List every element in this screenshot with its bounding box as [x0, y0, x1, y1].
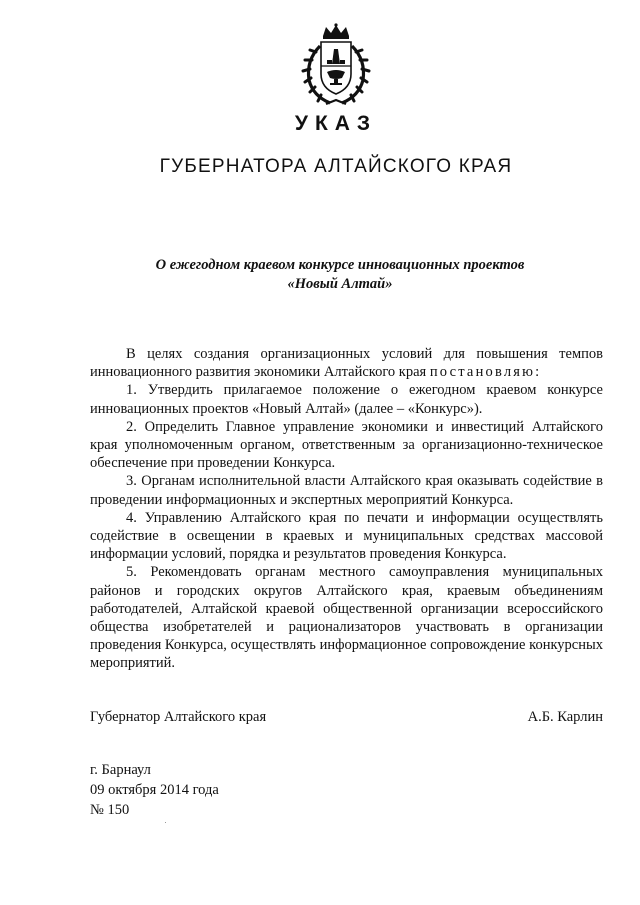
signatory-position: Губернатор Алтайского края	[90, 709, 267, 725]
decree-body	[90, 345, 603, 673]
intro-text: В целях создания организационных условий для повышения темпов инновационного развития экономики Алтайского края	[90, 346, 603, 381]
heading-line-1: О ежегодном краевом конкурсе инновационных проектов	[155, 257, 525, 273]
intro-end: :	[535, 364, 540, 381]
decree-item-4: 4. Управлению Алтайского края по печати и информации осуществлять содействие в освещении в краевых и муниципальных средствах массовой информации условий, порядка и результатов проведения Конкурса.	[90, 509, 603, 563]
signatory-name: А.Б. Карлин	[527, 709, 603, 725]
issue-date: 09 октября 2014 года	[90, 782, 219, 798]
decree-item-1: 1. Утвердить прилагаемое положение о ежегодном краевом конкурсе инновационных проектов «Новый Алтай» (далее – «Конкурс»).	[90, 382, 603, 417]
issue-city: г. Барнаул	[90, 762, 151, 778]
decree-number: № 150	[90, 802, 130, 818]
intro-keyword: постановляю	[429, 364, 536, 381]
decree-issuer: ГУБЕРНАТОРА АЛТАЙСКОГО КРАЯ	[159, 156, 513, 177]
decree-item-3: 3. Органам исполнительной власти Алтайского края оказывать содействие в проведении информационных и экспертных мероприятий Конкурса.	[90, 473, 603, 508]
decree-item-2: 2. Определить Главное управление экономики и инвестиций Алтайского края уполномоченным органом, ответственным за организационно-техническое обеспечение при проведении Конкурса.	[90, 418, 603, 472]
coat-of-arms-icon	[296, 22, 376, 108]
document-heading	[100, 256, 580, 294]
intro-paragraph	[90, 345, 603, 381]
decree-item-5: 5. Рекомендовать органам местного самоуправления муниципальных районов и городских округов Алтайского края, краевым объединениям работодателей, Алтайской краевой общественной организации всероссийского общества изобретателей и рационализаторов участвовать в организации проведения Конкурса, осуществлять информационное сопровождение конкурсных мероприятий.	[90, 564, 603, 672]
scan-speck	[165, 822, 166, 823]
issue-details	[90, 760, 219, 820]
heading-line-2: «Новый Алтай»	[287, 276, 393, 292]
decree-title: УКАЗ	[294, 112, 378, 135]
